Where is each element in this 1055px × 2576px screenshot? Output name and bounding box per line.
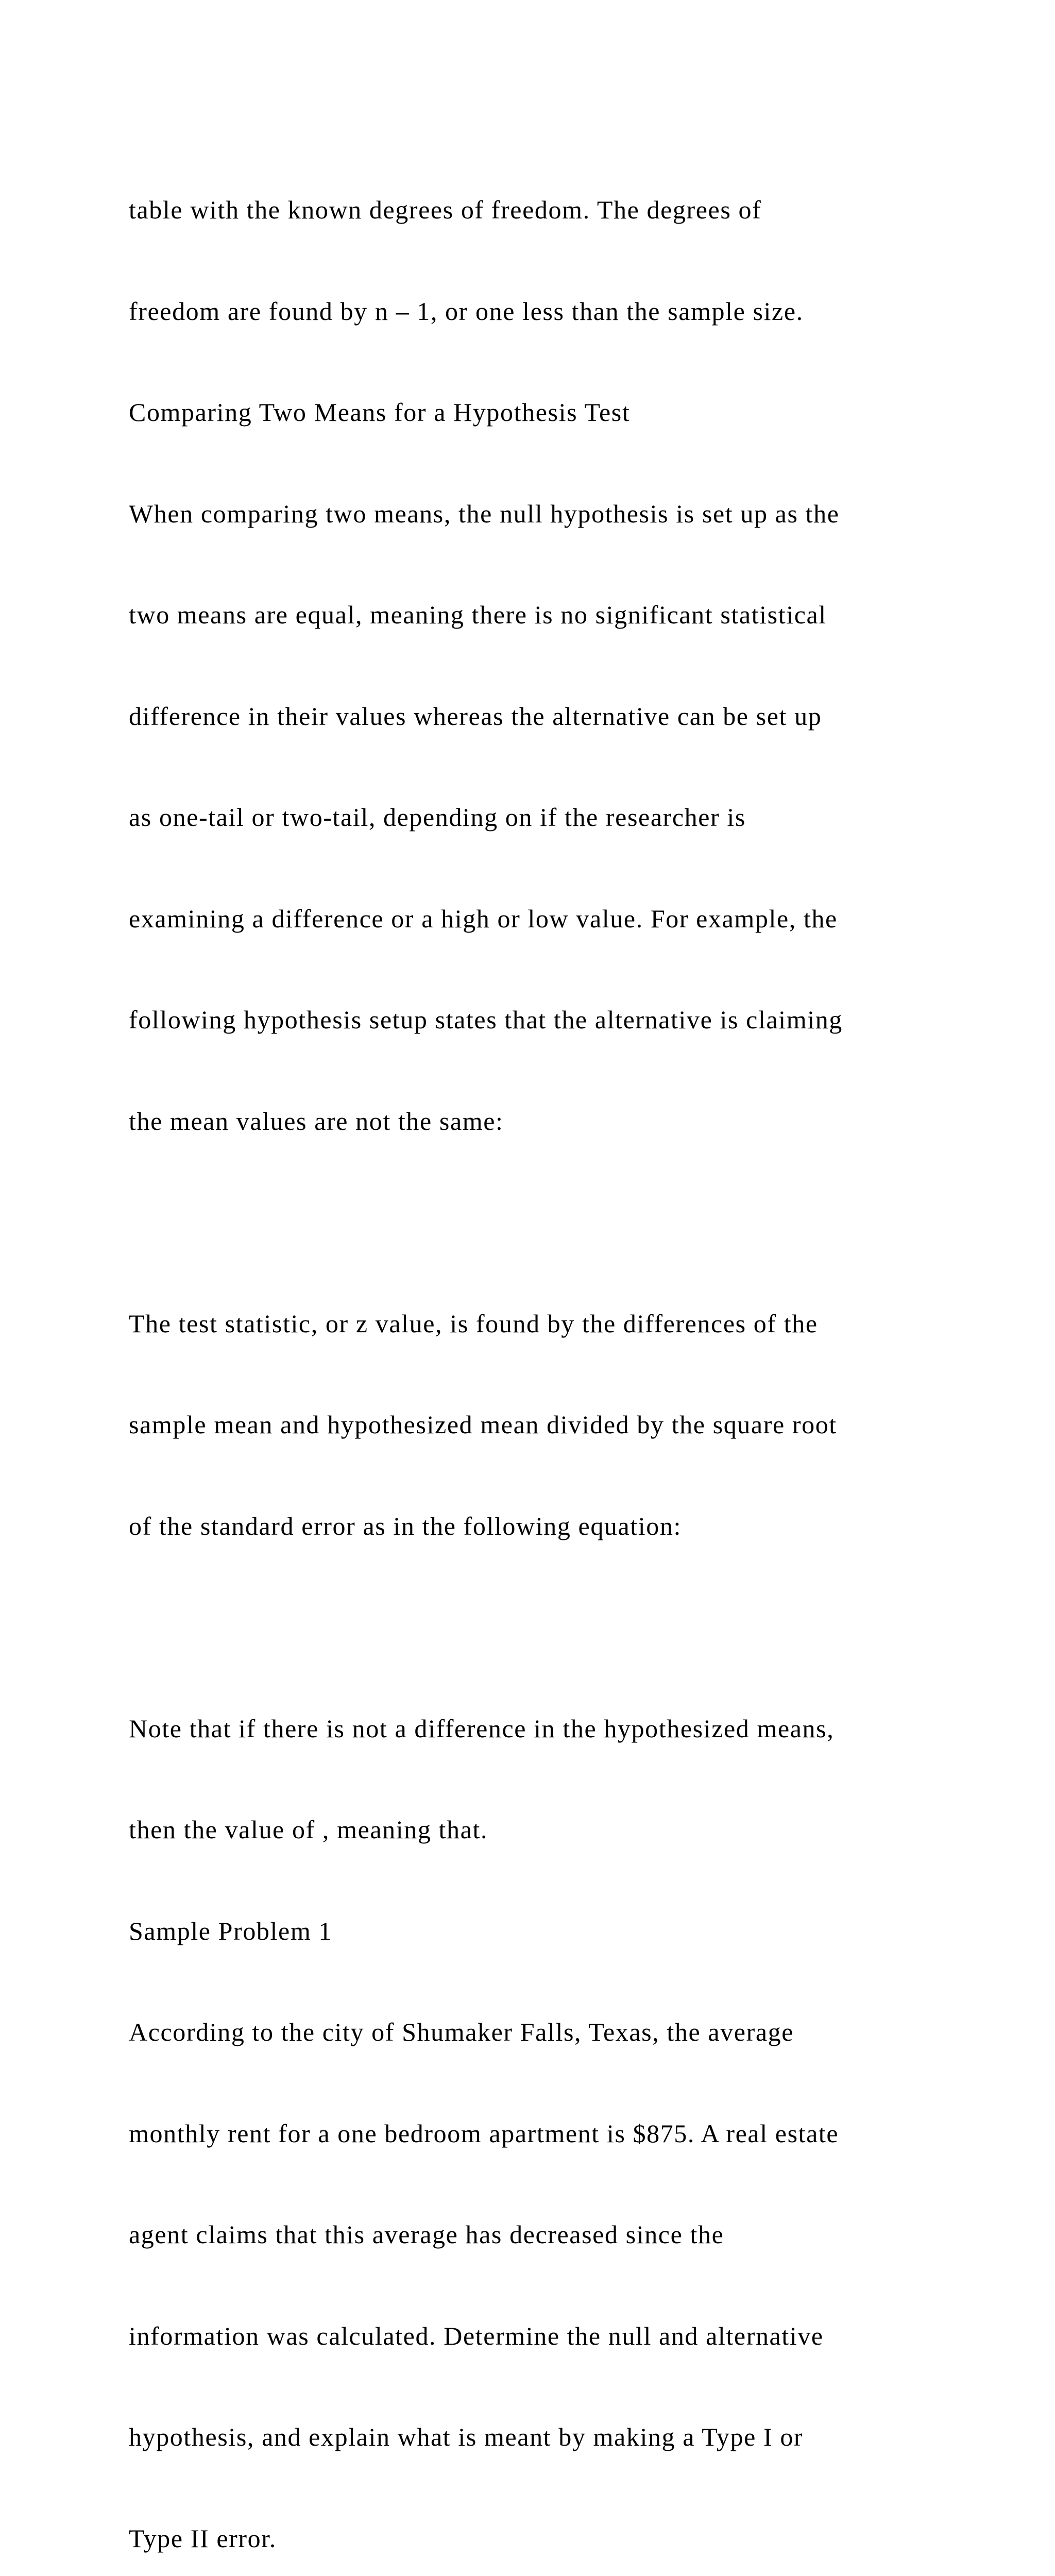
text-line: agent claims that this average has decreased since the [129, 2220, 724, 2249]
text-line: following hypothesis setup states that the alternative is claiming [129, 1005, 843, 1034]
text-line: freedom are found by n – 1, or one less than the sample size. [129, 296, 804, 326]
text-line: Note that if there is not a difference in the hypothesized means, [129, 1714, 835, 1743]
text-line: table with the known degrees of freedom. The degrees of [129, 195, 762, 224]
document-text-body [129, 126, 1005, 2576]
text-line: Type II error. [129, 2523, 277, 2553]
text-line: monthly rent for a one bedroom apartment is $875. A real estate [129, 2119, 839, 2148]
text-line: difference in their values whereas the alternative can be set up [129, 701, 822, 731]
text-line: When comparing two means, the null hypothesis is set up as the [129, 499, 840, 528]
text-line: The test statistic, or z value, is found by the differences of the [129, 1309, 818, 1338]
text-line: sample mean and hypothesized mean divided by the square root [129, 1410, 837, 1439]
text-line: then the value of , meaning that. [129, 1815, 488, 1844]
text-line: two means are equal, meaning there is no significant statistical [129, 600, 827, 629]
blank-line [129, 1206, 1005, 1240]
text-line: According to the city of Shumaker Falls, Texas, the average [129, 2018, 794, 2046]
section-heading: Sample Problem 1 [129, 1916, 333, 1945]
text-line: hypothesis, and explain what is meant by making a Type I or [129, 2422, 804, 2451]
blank-line [129, 1611, 1005, 1645]
section-heading: Comparing Two Means for a Hypothesis Test [129, 398, 631, 427]
text-line: examining a difference or a high or low value. For example, the [129, 904, 838, 933]
text-line: the mean values are not the same: [129, 1106, 504, 1136]
text-line: information was calculated. Determine the null and alternative [129, 2321, 824, 2350]
text-line: of the standard error as in the following equation: [129, 1511, 682, 1540]
text-line: as one-tail or two-tail, depending on if the researcher is [129, 803, 746, 832]
